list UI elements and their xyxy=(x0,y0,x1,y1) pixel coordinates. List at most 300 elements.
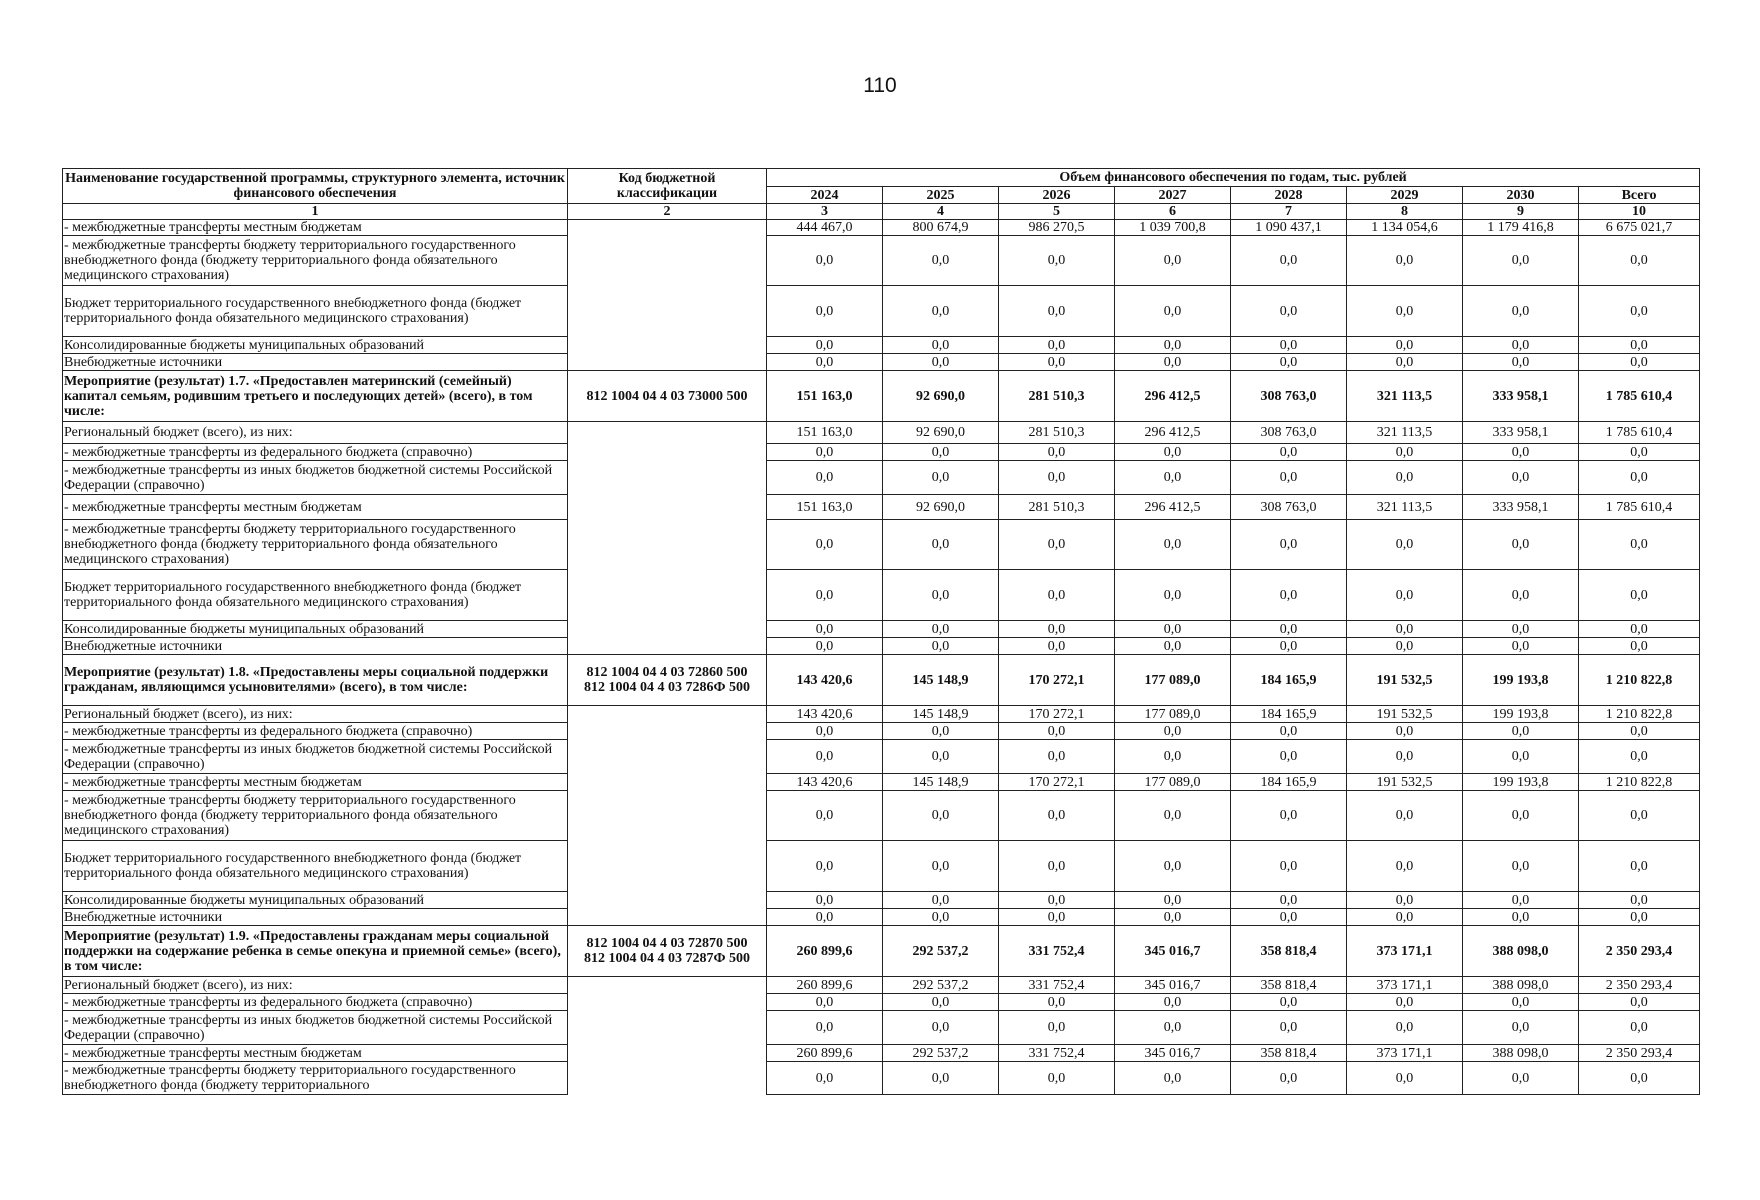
row-value: 260 899,6 xyxy=(767,1045,883,1062)
row-value: 184 165,9 xyxy=(1231,655,1347,706)
row-code xyxy=(568,994,767,1011)
row-code xyxy=(568,520,767,570)
row-value: 0,0 xyxy=(1231,841,1347,892)
row-value: 0,0 xyxy=(1347,444,1463,461)
row-code xyxy=(568,220,767,236)
table-row xyxy=(63,1062,1700,1095)
row-value: 321 113,5 xyxy=(1347,495,1463,520)
row-value: 151 163,0 xyxy=(767,371,883,422)
row-value: 1 134 054,6 xyxy=(1347,220,1463,236)
row-total: 1 210 822,8 xyxy=(1579,774,1700,791)
row-value: 292 537,2 xyxy=(883,926,999,977)
row-value: 0,0 xyxy=(1347,570,1463,621)
row-value: 0,0 xyxy=(999,286,1115,337)
row-value: 800 674,9 xyxy=(883,220,999,236)
table-row xyxy=(63,977,1700,994)
row-value: 0,0 xyxy=(1115,286,1231,337)
row-value: 292 537,2 xyxy=(883,977,999,994)
row-value: 0,0 xyxy=(1463,286,1579,337)
row-code xyxy=(568,1045,767,1062)
row-value: 281 510,3 xyxy=(999,371,1115,422)
row-code xyxy=(568,638,767,655)
row-value: 308 763,0 xyxy=(1231,371,1347,422)
column-number: 8 xyxy=(1347,204,1463,220)
row-value: 0,0 xyxy=(1347,621,1463,638)
row-value: 0,0 xyxy=(1115,444,1231,461)
row-value: 373 171,1 xyxy=(1347,926,1463,977)
row-value: 184 165,9 xyxy=(1231,706,1347,723)
row-value: 0,0 xyxy=(1463,354,1579,371)
row-value: 1 090 437,1 xyxy=(1231,220,1347,236)
column-number: 10 xyxy=(1579,204,1700,220)
row-value: 191 532,5 xyxy=(1347,655,1463,706)
row-value: 0,0 xyxy=(1231,638,1347,655)
row-value: 0,0 xyxy=(1347,791,1463,841)
header-code: Код бюджетной классификации xyxy=(568,169,767,204)
row-code xyxy=(568,286,767,337)
row-total: 1 785 610,4 xyxy=(1579,495,1700,520)
row-value: 373 171,1 xyxy=(1347,1045,1463,1062)
row-total: 0,0 xyxy=(1579,791,1700,841)
row-name: - межбюджетные трансферты местным бюджетам xyxy=(63,220,568,236)
row-value: 0,0 xyxy=(883,621,999,638)
table-row xyxy=(63,909,1700,926)
row-name: Консолидированные бюджеты муниципальных образований xyxy=(63,337,568,354)
row-value: 0,0 xyxy=(1347,520,1463,570)
row-value: 0,0 xyxy=(1115,621,1231,638)
row-value: 0,0 xyxy=(883,1062,999,1095)
row-value: 0,0 xyxy=(767,740,883,774)
row-name: Бюджет территориального государственного внебюджетного фонда (бюджет территориального фонда обязательного медицинского страхования) xyxy=(63,570,568,621)
table-row xyxy=(63,520,1700,570)
row-value: 191 532,5 xyxy=(1347,706,1463,723)
row-value: 0,0 xyxy=(999,909,1115,926)
row-value: 0,0 xyxy=(999,841,1115,892)
row-total: 0,0 xyxy=(1579,444,1700,461)
row-value: 177 089,0 xyxy=(1115,655,1231,706)
row-value: 0,0 xyxy=(883,236,999,286)
row-value: 345 016,7 xyxy=(1115,1045,1231,1062)
row-value: 321 113,5 xyxy=(1347,422,1463,444)
row-value: 170 272,1 xyxy=(999,706,1115,723)
column-number: 5 xyxy=(999,204,1115,220)
row-value: 0,0 xyxy=(767,461,883,495)
row-value: 0,0 xyxy=(767,841,883,892)
row-value: 0,0 xyxy=(883,520,999,570)
row-value: 0,0 xyxy=(1231,1011,1347,1045)
row-value: 0,0 xyxy=(883,444,999,461)
row-value: 0,0 xyxy=(883,570,999,621)
row-name: - межбюджетные трансферты из иных бюджетов бюджетной системы Российской Федерации (справочно) xyxy=(63,1011,568,1045)
row-value: 0,0 xyxy=(1231,740,1347,774)
row-value: 0,0 xyxy=(1347,892,1463,909)
row-value: 0,0 xyxy=(883,892,999,909)
row-value: 177 089,0 xyxy=(1115,706,1231,723)
row-name: - межбюджетные трансферты местным бюджетам xyxy=(63,774,568,791)
row-code xyxy=(568,740,767,774)
row-value: 0,0 xyxy=(767,570,883,621)
header-volume: Объем финансового обеспечения по годам, тыс. рублей xyxy=(767,169,1700,187)
row-total: 1 785 610,4 xyxy=(1579,422,1700,444)
table-row xyxy=(63,723,1700,740)
row-value: 184 165,9 xyxy=(1231,774,1347,791)
row-value: 0,0 xyxy=(767,1011,883,1045)
row-total: 0,0 xyxy=(1579,286,1700,337)
row-value: 0,0 xyxy=(1115,892,1231,909)
row-value: 145 148,9 xyxy=(883,706,999,723)
row-value: 0,0 xyxy=(1463,444,1579,461)
row-value: 145 148,9 xyxy=(883,774,999,791)
row-value: 0,0 xyxy=(883,461,999,495)
row-value: 296 412,5 xyxy=(1115,422,1231,444)
header-year: 2029 xyxy=(1347,187,1463,204)
row-name: - межбюджетные трансферты из федерального бюджета (справочно) xyxy=(63,444,568,461)
row-value: 0,0 xyxy=(1347,1062,1463,1095)
row-value: 0,0 xyxy=(1231,994,1347,1011)
row-value: 281 510,3 xyxy=(999,422,1115,444)
row-value: 0,0 xyxy=(1115,520,1231,570)
table-row xyxy=(63,655,1700,706)
row-name: - межбюджетные трансферты из иных бюджетов бюджетной системы Российской Федерации (справочно) xyxy=(63,740,568,774)
row-total: 0,0 xyxy=(1579,570,1700,621)
table-row xyxy=(63,220,1700,236)
row-value: 0,0 xyxy=(1347,638,1463,655)
row-value: 331 752,4 xyxy=(999,977,1115,994)
row-code xyxy=(568,570,767,621)
row-total: 0,0 xyxy=(1579,892,1700,909)
row-name: Мероприятие (результат) 1.9. «Предоставлены гражданам меры социальной поддержки на содержание ребенка в семье опекуна и приемной семье» (всего), в том числе: xyxy=(63,926,568,977)
header-year: 2024 xyxy=(767,187,883,204)
row-code xyxy=(568,1011,767,1045)
row-value: 0,0 xyxy=(1231,570,1347,621)
row-total: 0,0 xyxy=(1579,841,1700,892)
row-code xyxy=(568,774,767,791)
column-number: 9 xyxy=(1463,204,1579,220)
row-value: 170 272,1 xyxy=(999,774,1115,791)
row-value: 0,0 xyxy=(1463,1011,1579,1045)
row-code xyxy=(568,841,767,892)
row-value: 0,0 xyxy=(1231,791,1347,841)
row-value: 308 763,0 xyxy=(1231,495,1347,520)
row-value: 0,0 xyxy=(767,236,883,286)
row-value: 296 412,5 xyxy=(1115,371,1231,422)
row-total: 0,0 xyxy=(1579,909,1700,926)
row-value: 331 752,4 xyxy=(999,926,1115,977)
row-value: 0,0 xyxy=(999,1062,1115,1095)
header-year: 2030 xyxy=(1463,187,1579,204)
row-code xyxy=(568,1062,767,1095)
row-value: 296 412,5 xyxy=(1115,495,1231,520)
column-number: 4 xyxy=(883,204,999,220)
row-value: 0,0 xyxy=(1115,791,1231,841)
row-value: 345 016,7 xyxy=(1115,926,1231,977)
row-value: 0,0 xyxy=(1347,286,1463,337)
page-number: 110 xyxy=(863,74,897,97)
row-name: - межбюджетные трансферты бюджету территориального государственного внебюджетного фонда (бюджету территориального фонда обязательного медицинского страхования) xyxy=(63,236,568,286)
row-value: 0,0 xyxy=(767,723,883,740)
row-value: 0,0 xyxy=(767,286,883,337)
row-value: 0,0 xyxy=(1115,337,1231,354)
row-value: 331 752,4 xyxy=(999,1045,1115,1062)
row-value: 0,0 xyxy=(1347,461,1463,495)
table-row xyxy=(63,337,1700,354)
row-value: 199 193,8 xyxy=(1463,706,1579,723)
row-value: 0,0 xyxy=(1463,841,1579,892)
row-value: 333 958,1 xyxy=(1463,422,1579,444)
row-total: 1 785 610,4 xyxy=(1579,371,1700,422)
row-value: 260 899,6 xyxy=(767,926,883,977)
row-value: 333 958,1 xyxy=(1463,495,1579,520)
column-number: 6 xyxy=(1115,204,1231,220)
row-value: 0,0 xyxy=(1231,1062,1347,1095)
row-value: 321 113,5 xyxy=(1347,371,1463,422)
row-value: 0,0 xyxy=(1463,570,1579,621)
row-total: 0,0 xyxy=(1579,638,1700,655)
table-row xyxy=(63,841,1700,892)
row-value: 1 179 416,8 xyxy=(1463,220,1579,236)
row-name: - межбюджетные трансферты из федерального бюджета (справочно) xyxy=(63,994,568,1011)
table-row xyxy=(63,892,1700,909)
row-name: Региональный бюджет (всего), из них: xyxy=(63,706,568,723)
row-value: 281 510,3 xyxy=(999,495,1115,520)
row-value: 0,0 xyxy=(1347,994,1463,1011)
row-value: 444 467,0 xyxy=(767,220,883,236)
row-value: 0,0 xyxy=(883,286,999,337)
row-name: Консолидированные бюджеты муниципальных образований xyxy=(63,892,568,909)
row-code xyxy=(568,909,767,926)
row-name: - межбюджетные трансферты из иных бюджетов бюджетной системы Российской Федерации (справочно) xyxy=(63,461,568,495)
row-code xyxy=(568,892,767,909)
row-code xyxy=(568,706,767,723)
table-row xyxy=(63,791,1700,841)
row-value: 388 098,0 xyxy=(1463,1045,1579,1062)
row-value: 0,0 xyxy=(1347,841,1463,892)
row-name: - межбюджетные трансферты местным бюджетам xyxy=(63,1045,568,1062)
row-value: 0,0 xyxy=(1347,337,1463,354)
column-number: 2 xyxy=(568,204,767,220)
row-value: 0,0 xyxy=(999,337,1115,354)
row-code: 812 1004 04 4 03 72860 500 812 1004 04 4 03 7286Ф 500 xyxy=(568,655,767,706)
row-value: 0,0 xyxy=(767,520,883,570)
row-value: 0,0 xyxy=(1463,236,1579,286)
row-code xyxy=(568,354,767,371)
row-value: 0,0 xyxy=(1231,236,1347,286)
row-value: 0,0 xyxy=(999,520,1115,570)
row-value: 0,0 xyxy=(883,994,999,1011)
row-total: 6 675 021,7 xyxy=(1579,220,1700,236)
row-value: 0,0 xyxy=(1463,791,1579,841)
header-year: 2025 xyxy=(883,187,999,204)
row-value: 0,0 xyxy=(1347,909,1463,926)
row-name: Бюджет территориального государственного внебюджетного фонда (бюджет территориального фонда обязательного медицинского страхования) xyxy=(63,286,568,337)
row-value: 0,0 xyxy=(883,791,999,841)
table-row xyxy=(63,1011,1700,1045)
row-value: 0,0 xyxy=(1231,337,1347,354)
row-value: 0,0 xyxy=(1347,1011,1463,1045)
table-row xyxy=(63,354,1700,371)
row-value: 0,0 xyxy=(767,337,883,354)
row-code xyxy=(568,791,767,841)
row-code xyxy=(568,337,767,354)
row-total: 1 210 822,8 xyxy=(1579,655,1700,706)
row-value: 191 532,5 xyxy=(1347,774,1463,791)
row-value: 0,0 xyxy=(1115,236,1231,286)
row-value: 0,0 xyxy=(1115,1011,1231,1045)
row-value: 92 690,0 xyxy=(883,422,999,444)
row-name: Мероприятие (результат) 1.8. «Предоставлены меры социальной поддержки гражданам, являющимся усыновителями» (всего), в том числе: xyxy=(63,655,568,706)
row-value: 0,0 xyxy=(1115,1062,1231,1095)
table-row xyxy=(63,926,1700,977)
table-row xyxy=(63,740,1700,774)
row-total: 0,0 xyxy=(1579,236,1700,286)
row-value: 151 163,0 xyxy=(767,422,883,444)
row-code xyxy=(568,236,767,286)
row-value: 0,0 xyxy=(883,740,999,774)
row-value: 333 958,1 xyxy=(1463,371,1579,422)
row-name: - межбюджетные трансферты бюджету территориального государственного внебюджетного фонда (бюджету территориального фонда обязательного медицинского страхования) xyxy=(63,791,568,841)
row-value: 0,0 xyxy=(1115,354,1231,371)
row-code xyxy=(568,495,767,520)
row-value: 358 818,4 xyxy=(1231,1045,1347,1062)
row-code xyxy=(568,461,767,495)
row-value: 92 690,0 xyxy=(883,371,999,422)
row-value: 0,0 xyxy=(1231,461,1347,495)
row-value: 0,0 xyxy=(999,444,1115,461)
row-value: 0,0 xyxy=(999,570,1115,621)
row-value: 0,0 xyxy=(1231,621,1347,638)
row-name: - межбюджетные трансферты бюджету территориального государственного внебюджетного фонда (бюджету территориального xyxy=(63,1062,568,1095)
row-value: 0,0 xyxy=(999,791,1115,841)
row-value: 0,0 xyxy=(883,909,999,926)
row-value: 0,0 xyxy=(883,841,999,892)
row-value: 199 193,8 xyxy=(1463,774,1579,791)
table-row xyxy=(63,994,1700,1011)
row-value: 0,0 xyxy=(767,791,883,841)
row-code xyxy=(568,723,767,740)
row-code xyxy=(568,621,767,638)
row-value: 0,0 xyxy=(1347,740,1463,774)
row-value: 0,0 xyxy=(767,354,883,371)
financing-table xyxy=(62,168,1700,1095)
row-name: Внебюджетные источники xyxy=(63,354,568,371)
table-row xyxy=(63,638,1700,655)
row-value: 0,0 xyxy=(1231,286,1347,337)
row-value: 0,0 xyxy=(1231,909,1347,926)
table-row xyxy=(63,422,1700,444)
row-value: 1 039 700,8 xyxy=(1115,220,1231,236)
row-code: 812 1004 04 4 03 73000 500 xyxy=(568,371,767,422)
row-value: 0,0 xyxy=(1115,723,1231,740)
row-value: 143 420,6 xyxy=(767,655,883,706)
row-value: 0,0 xyxy=(999,994,1115,1011)
row-value: 145 148,9 xyxy=(883,655,999,706)
row-code xyxy=(568,422,767,444)
row-value: 260 899,6 xyxy=(767,977,883,994)
header-total: Всего xyxy=(1579,187,1700,204)
header-year: 2028 xyxy=(1231,187,1347,204)
row-value: 292 537,2 xyxy=(883,1045,999,1062)
row-value: 0,0 xyxy=(767,994,883,1011)
table-row xyxy=(63,371,1700,422)
row-value: 0,0 xyxy=(1231,892,1347,909)
row-value: 177 089,0 xyxy=(1115,774,1231,791)
row-total: 0,0 xyxy=(1579,994,1700,1011)
row-name: - межбюджетные трансферты бюджету территориального государственного внебюджетного фонда (бюджету территориального фонда обязательного медицинского страхования) xyxy=(63,520,568,570)
row-value: 0,0 xyxy=(1463,723,1579,740)
header-year: 2027 xyxy=(1115,187,1231,204)
row-value: 170 272,1 xyxy=(999,655,1115,706)
column-number: 3 xyxy=(767,204,883,220)
row-value: 0,0 xyxy=(999,354,1115,371)
row-name: Консолидированные бюджеты муниципальных образований xyxy=(63,621,568,638)
row-value: 345 016,7 xyxy=(1115,977,1231,994)
row-code xyxy=(568,977,767,994)
row-name: Региональный бюджет (всего), из них: xyxy=(63,977,568,994)
row-value: 143 420,6 xyxy=(767,774,883,791)
row-name: - межбюджетные трансферты из федерального бюджета (справочно) xyxy=(63,723,568,740)
row-value: 0,0 xyxy=(1463,1062,1579,1095)
row-value: 151 163,0 xyxy=(767,495,883,520)
table-row xyxy=(63,706,1700,723)
row-code: 812 1004 04 4 03 72870 500 812 1004 04 4 03 7287Ф 500 xyxy=(568,926,767,977)
row-code xyxy=(568,444,767,461)
row-value: 0,0 xyxy=(767,621,883,638)
row-value: 0,0 xyxy=(1347,236,1463,286)
row-value: 0,0 xyxy=(999,621,1115,638)
table-row xyxy=(63,621,1700,638)
row-value: 0,0 xyxy=(1115,841,1231,892)
row-value: 0,0 xyxy=(999,638,1115,655)
row-value: 308 763,0 xyxy=(1231,422,1347,444)
row-value: 388 098,0 xyxy=(1463,977,1579,994)
row-value: 92 690,0 xyxy=(883,495,999,520)
row-value: 358 818,4 xyxy=(1231,977,1347,994)
row-value: 0,0 xyxy=(1463,892,1579,909)
row-total: 0,0 xyxy=(1579,520,1700,570)
row-value: 0,0 xyxy=(1463,337,1579,354)
row-value: 0,0 xyxy=(883,638,999,655)
column-number: 1 xyxy=(63,204,568,220)
header-name: Наименование государственной программы, структурного элемента, источник финансового обеспечения xyxy=(63,169,568,204)
row-name: - межбюджетные трансферты местным бюджетам xyxy=(63,495,568,520)
table-row xyxy=(63,461,1700,495)
table-row xyxy=(63,236,1700,286)
row-value: 0,0 xyxy=(1463,740,1579,774)
column-number: 7 xyxy=(1231,204,1347,220)
row-value: 199 193,8 xyxy=(1463,655,1579,706)
row-total: 0,0 xyxy=(1579,337,1700,354)
row-value: 0,0 xyxy=(1115,994,1231,1011)
row-value: 0,0 xyxy=(1231,444,1347,461)
row-value: 0,0 xyxy=(999,236,1115,286)
row-value: 0,0 xyxy=(883,723,999,740)
row-value: 0,0 xyxy=(999,1011,1115,1045)
row-value: 0,0 xyxy=(883,1011,999,1045)
row-name: Внебюджетные источники xyxy=(63,638,568,655)
row-value: 0,0 xyxy=(999,740,1115,774)
row-total: 2 350 293,4 xyxy=(1579,1045,1700,1062)
row-value: 373 171,1 xyxy=(1347,977,1463,994)
row-value: 0,0 xyxy=(1231,520,1347,570)
table-body xyxy=(63,220,1700,1095)
row-value: 0,0 xyxy=(999,892,1115,909)
row-value: 0,0 xyxy=(1463,909,1579,926)
row-value: 143 420,6 xyxy=(767,706,883,723)
row-value: 0,0 xyxy=(1115,570,1231,621)
row-value: 0,0 xyxy=(1115,461,1231,495)
table-row xyxy=(63,495,1700,520)
row-name: Бюджет территориального государственного внебюджетного фонда (бюджет территориального фонда обязательного медицинского страхования) xyxy=(63,841,568,892)
